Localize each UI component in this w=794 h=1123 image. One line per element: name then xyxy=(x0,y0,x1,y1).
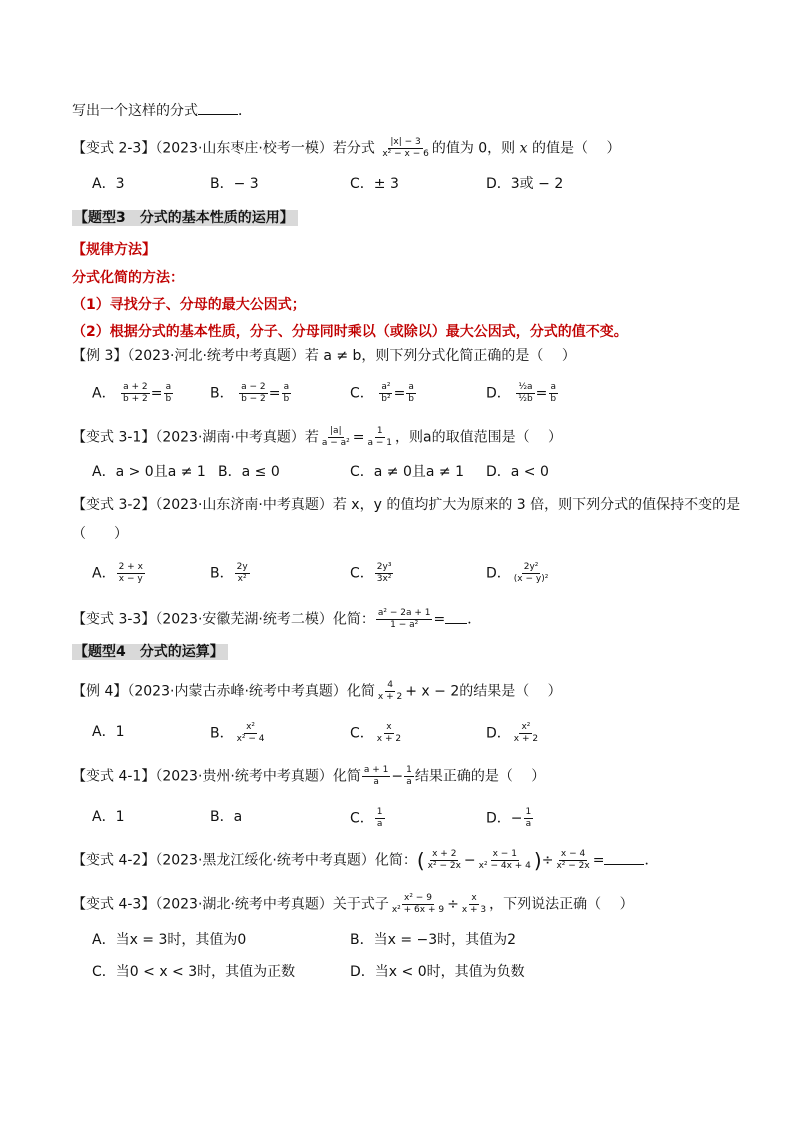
equals-sign: = xyxy=(150,385,163,402)
equals-sign: = xyxy=(268,385,281,402)
question-text: 若 x，y 的值均扩大为原来的 3 倍，则下列分式的值保持不变的是 xyxy=(332,497,741,513)
option-c[interactable] xyxy=(350,382,417,405)
numerator: x² xyxy=(521,722,531,732)
rule-item-2: （2）根据分式的基本性质，分子、分母同时乘以（或除以）最大公因式，分式的值不变。 xyxy=(72,324,628,340)
denominator: b xyxy=(283,394,290,404)
fraction xyxy=(375,807,385,830)
numerator: 2y³ xyxy=(376,562,392,572)
question-text: 化简 xyxy=(346,683,375,700)
fraction xyxy=(554,849,591,872)
question-tag: 【变式 3-2】 xyxy=(72,497,156,513)
denominator: a xyxy=(376,819,383,829)
option-b[interactable]: B．a xyxy=(210,809,243,825)
denominator: x² + 6x + 9 xyxy=(391,905,445,915)
option-a[interactable]: A．1 xyxy=(92,809,125,825)
numerator: |a| xyxy=(330,426,342,436)
section-heading-3 xyxy=(72,208,298,228)
section-heading-4 xyxy=(72,642,228,662)
fraction xyxy=(117,562,145,585)
variable: x xyxy=(519,140,528,157)
option-b[interactable] xyxy=(210,722,268,745)
numerator: x xyxy=(386,722,392,732)
numerator: x − 4 xyxy=(560,849,586,859)
numerator: 2y² xyxy=(523,562,539,572)
denominator: 1 − a² xyxy=(390,620,419,630)
question-v3-2 xyxy=(72,495,740,515)
question-v3-3: 【变式 3-3】（2023·安徽芜湖·统考二模）化简： $\frac{\text{a² − 2a + 1}}{\text{1 − a²}}$ = ． xyxy=(72,608,482,630)
question-text: ，下列说法正确（ ） xyxy=(489,896,634,913)
denominator: x² xyxy=(237,574,247,584)
option-label: D． xyxy=(486,725,511,742)
denominator: x² − 4 xyxy=(236,734,265,744)
question-text: 的值为 0，则 xyxy=(431,140,516,157)
option-a[interactable]: A．当x = 3时，其值为0 xyxy=(92,932,247,948)
minus-sign: − xyxy=(463,852,476,869)
option-label: D．− xyxy=(486,810,523,827)
numerator: 1 xyxy=(525,807,532,817)
denominator: b − 2 xyxy=(241,394,266,404)
numerator: ½a xyxy=(518,382,533,392)
equals-sign: = xyxy=(433,611,446,628)
fraction xyxy=(163,382,173,405)
fraction xyxy=(362,765,391,788)
numerator: a + 2 xyxy=(123,382,148,392)
option-a[interactable] xyxy=(92,382,174,405)
option-label: B． xyxy=(210,385,234,402)
option-d[interactable] xyxy=(486,562,551,585)
denominator: x² − 2x xyxy=(556,861,590,871)
question-text: 化简： xyxy=(374,852,417,869)
minus-sign: − xyxy=(391,768,404,785)
option-c[interactable]: C．a ≠ 0且a ≠ 1 xyxy=(350,464,465,480)
rule-item-1: （1）寻找分子、分母的最大公因式； xyxy=(72,297,306,313)
fraction xyxy=(390,893,446,916)
fraction xyxy=(426,849,463,872)
numerator: a xyxy=(283,382,290,392)
paren-close: ) xyxy=(533,848,542,873)
fraction xyxy=(121,382,150,405)
intro-text: 写出一个这样的分式 xyxy=(72,103,198,119)
fraction xyxy=(404,765,414,788)
option-label: D． xyxy=(486,385,511,402)
fraction xyxy=(512,562,551,585)
fraction xyxy=(477,849,533,872)
question-v4-2: 【变式 4-2】（2023·黑龙江绥化·统考中考真题）化简：( $\frac{x + 2}{\text{x² − 2x}}$ − $\frac{x - 1}{\text{x² − 4x + 4}}$ )÷ $\frac{x - 4}{\text{x² − 2x}}$ = ． xyxy=(72,848,659,873)
option-c[interactable]: C．当0 < x < 3时，其值为正数 xyxy=(92,964,296,980)
divide-sign: ÷ xyxy=(541,852,554,869)
fraction xyxy=(282,382,292,405)
denominator: a xyxy=(525,819,532,829)
denominator: a − 1 xyxy=(367,438,393,448)
divide-sign: ÷ xyxy=(447,896,459,913)
denominator: x² − 2x xyxy=(427,861,461,871)
option-d[interactable]: D．a < 0 xyxy=(486,464,549,480)
numerator: x² − 9 xyxy=(404,893,432,903)
paren-open: ( xyxy=(416,848,425,873)
fraction xyxy=(235,562,250,585)
question-tag: 【变式 4-2】 xyxy=(72,852,156,869)
equals-sign: = xyxy=(592,852,605,869)
denominator: b xyxy=(550,394,557,404)
option-label: D． xyxy=(486,565,511,582)
numerator: a² xyxy=(381,382,391,392)
fraction xyxy=(524,807,534,830)
intro-line: 写出一个这样的分式 ． xyxy=(72,103,252,119)
numerator: 4 xyxy=(387,680,393,690)
numerator: a xyxy=(408,382,414,392)
option-a[interactable]: A．a > 0且a ≠ 1 xyxy=(92,464,206,480)
question-source: （2023·内蒙古赤峰·统考中考真题） xyxy=(127,683,347,700)
section-title: 【题型3 分式的基本性质的运用】 xyxy=(72,210,298,226)
numerator: x − 1 xyxy=(492,849,517,859)
option-b[interactable]: B．当x = −3时，其值为2 xyxy=(350,932,517,948)
question-ex4 xyxy=(72,680,562,703)
numerator: a − 2 xyxy=(241,382,266,392)
option-d[interactable] xyxy=(486,722,541,745)
numerator: x xyxy=(471,893,477,903)
denominator: x + 3 xyxy=(461,905,487,915)
question-source: （2023·山东济南·中考真题） xyxy=(155,497,333,513)
fraction xyxy=(375,562,394,585)
fraction xyxy=(380,137,431,160)
option-label: C． xyxy=(350,385,374,402)
option-label: C． xyxy=(350,725,374,742)
numerator: |x| − 3 xyxy=(390,137,421,147)
rule-subtitle: 分式化简的方法： xyxy=(72,270,184,286)
denominator: ½b xyxy=(518,394,533,404)
option-label: C． xyxy=(350,565,374,582)
question-source: （2023·山东枣庄·校考一模） xyxy=(155,140,333,157)
fraction xyxy=(406,382,416,405)
answer-blank xyxy=(198,114,238,115)
option-c[interactable]: C．± 3 xyxy=(350,176,399,192)
equals-sign: = xyxy=(535,385,548,402)
answer-blank xyxy=(445,623,467,624)
question-text: 化简： xyxy=(332,611,375,628)
denominator: x² − 4x + 4 xyxy=(478,861,531,871)
denominator: a xyxy=(373,777,379,787)
denominator: x² − x − 6 xyxy=(382,149,429,159)
fraction xyxy=(516,382,534,405)
option-b[interactable] xyxy=(210,562,251,585)
option-b[interactable] xyxy=(210,382,292,405)
section-title: 【题型4 分式的运算】 xyxy=(72,644,228,660)
question-source: （2023·湖南·中考真题） xyxy=(155,429,305,446)
numerator: 2 + x xyxy=(118,562,143,572)
question-tag: 【变式 4-3】 xyxy=(72,896,156,913)
numerator: 1 xyxy=(406,765,412,775)
question-v3-1 xyxy=(72,426,562,449)
option-b[interactable]: B．− 3 xyxy=(210,176,259,192)
option-label: A． xyxy=(92,565,116,582)
fraction xyxy=(366,426,395,449)
fraction xyxy=(376,608,433,631)
question-text: 若 a ≠ b，则下列分式化简正确的是（ ） xyxy=(304,348,576,364)
equals-sign: = xyxy=(393,385,406,402)
numerator: x + 2 xyxy=(432,849,457,859)
question-tag: 【变式 3-3】 xyxy=(72,611,156,628)
denominator: b² xyxy=(381,394,391,404)
question-tag: 【例 3】 xyxy=(72,348,128,364)
answer-blank xyxy=(604,864,644,865)
fraction xyxy=(376,680,404,703)
question-text: 化简 xyxy=(332,768,361,785)
denominator: a − a² xyxy=(321,438,350,448)
option-d[interactable]: D．当x < 0时，其值为负数 xyxy=(350,964,525,980)
question-tag: 【变式 3-1】 xyxy=(72,429,156,446)
denominator: 3x² xyxy=(376,574,392,584)
numerator: 2y xyxy=(236,562,248,572)
question-v3-2-paren: （ ） xyxy=(72,526,128,542)
question-text: + x − 2的结果是（ ） xyxy=(405,683,562,700)
question-text: 若分式 xyxy=(332,140,375,157)
numerator: a xyxy=(550,382,557,392)
fraction xyxy=(512,722,540,745)
numerator: a xyxy=(165,382,172,392)
option-d[interactable]: D．3或 − 2 xyxy=(486,176,564,192)
denominator: b xyxy=(165,394,172,404)
denominator: b xyxy=(408,394,415,404)
option-label: B． xyxy=(210,565,234,582)
denominator: x − y xyxy=(118,574,143,584)
fraction xyxy=(379,382,392,405)
fraction xyxy=(320,426,352,449)
fraction xyxy=(239,382,268,405)
denominator: (x − y)² xyxy=(513,574,549,584)
numerator: 1 xyxy=(376,426,383,436)
option-d[interactable] xyxy=(486,382,559,405)
denominator: x + 2 xyxy=(376,734,402,744)
option-label: A． xyxy=(92,385,116,402)
question-text: ，则a的取值范围是（ ） xyxy=(395,429,563,446)
question-source: （2023·河北·统考中考真题） xyxy=(127,348,305,364)
option-label: B． xyxy=(210,725,234,742)
question-text: 结果正确的是（ ） xyxy=(414,768,546,785)
question-text: 关于式子 xyxy=(332,896,389,913)
question-v2-3 xyxy=(72,137,620,160)
numerator: a² − 2a + 1 xyxy=(377,608,431,618)
question-tag: 【变式 2-3】 xyxy=(72,140,156,157)
option-c[interactable] xyxy=(350,562,394,585)
question-ex3 xyxy=(72,346,576,366)
denominator: x + 2 xyxy=(513,734,539,744)
fraction xyxy=(460,893,488,916)
question-source: （2023·湖北·统考中考真题） xyxy=(155,896,333,913)
denominator: x + 2 xyxy=(377,692,403,702)
question-source: （2023·贵州·统考中考真题） xyxy=(155,768,333,785)
numerator: x² xyxy=(246,722,256,732)
rule-title: 【规律方法】 xyxy=(72,242,156,258)
numerator: 1 xyxy=(376,807,383,817)
question-text: 若 xyxy=(304,429,319,446)
equals-sign: = xyxy=(352,429,365,446)
fraction xyxy=(375,722,403,745)
option-b[interactable]: B．a ≤ 0 xyxy=(218,464,280,480)
option-a[interactable] xyxy=(92,562,146,585)
question-tag: 【变式 4-1】 xyxy=(72,768,156,785)
question-source: （2023·安徽芜湖·统考二模） xyxy=(155,611,333,628)
denominator: a xyxy=(406,777,412,787)
option-a[interactable]: A．3 xyxy=(92,176,125,192)
fraction xyxy=(548,382,558,405)
option-a[interactable]: A．1 xyxy=(92,724,125,740)
option-label: C． xyxy=(350,810,374,827)
fraction xyxy=(235,722,267,745)
option-c[interactable] xyxy=(350,722,404,745)
question-text: 的值是（ ） xyxy=(532,140,621,157)
question-source: （2023·黑龙江绥化·统考中考真题） xyxy=(155,852,375,869)
question-v4-1 xyxy=(72,765,545,788)
denominator: b + 2 xyxy=(123,394,148,404)
numerator: a + 1 xyxy=(363,765,389,775)
option-c[interactable] xyxy=(350,807,386,830)
option-d[interactable] xyxy=(486,807,534,830)
question-v4-3 xyxy=(72,893,634,916)
question-tag: 【例 4】 xyxy=(72,683,128,700)
